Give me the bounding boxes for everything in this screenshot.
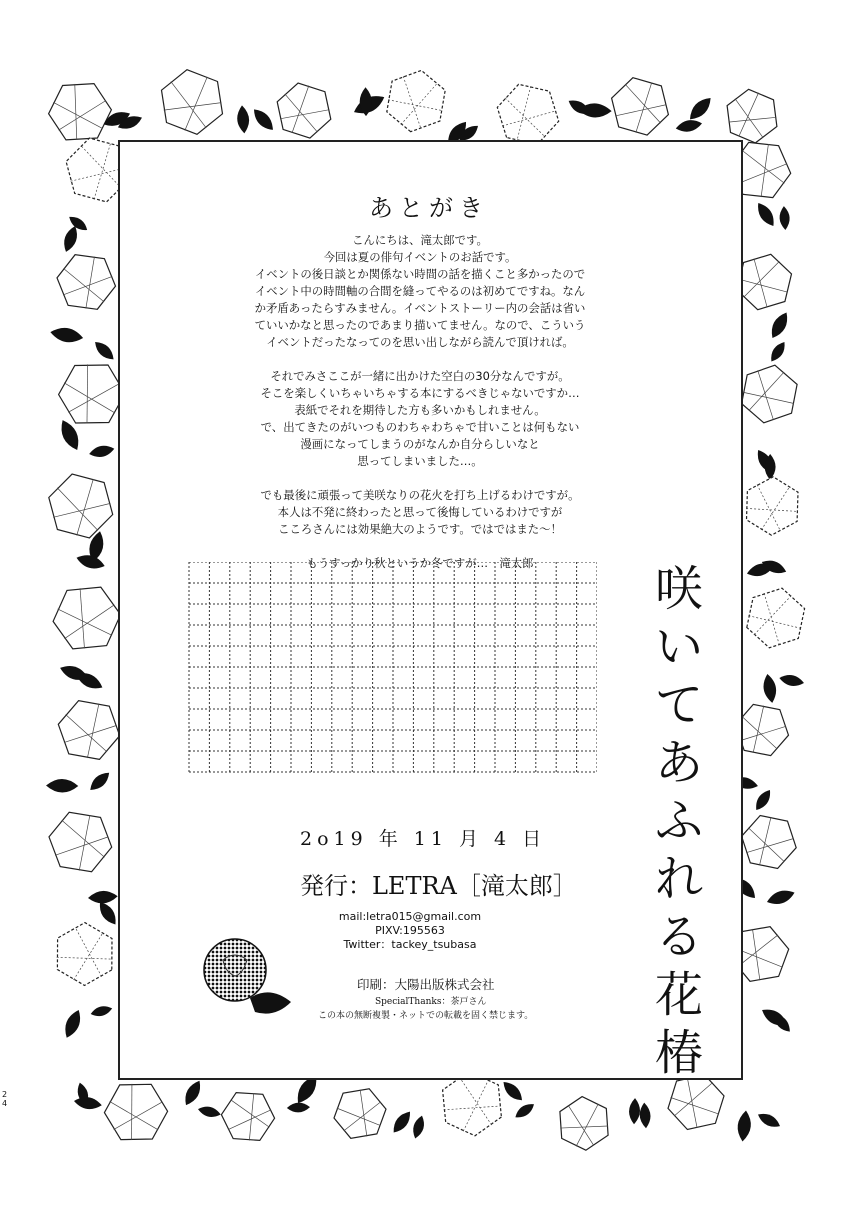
afterword-paragraph-2	[180, 368, 660, 470]
leaf-shape	[237, 105, 249, 133]
leaf-shape	[185, 1081, 200, 1105]
crystal-shape	[49, 84, 112, 140]
crystal-shape	[727, 89, 777, 143]
email-text: mail:letra015@gmail.com	[338, 910, 482, 923]
text-line: そこを楽しくいちゃいちゃする本にするべきじゃないですか…	[260, 386, 580, 400]
title-char: 椿	[654, 1025, 703, 1081]
crystal-shape	[387, 70, 445, 131]
title-char: あ	[654, 735, 703, 791]
crystal-shape	[443, 1071, 502, 1135]
leaf-shape	[772, 312, 787, 338]
twitter-text: Twitter：tackey_tsubasa	[343, 938, 477, 951]
crystal-shape	[104, 1084, 167, 1139]
leaf-shape	[774, 1014, 790, 1032]
pixiv-text: PIXV:195563	[375, 924, 445, 937]
leaf-shape	[100, 902, 116, 924]
title-char: る	[654, 909, 703, 965]
text-line: 今回は夏の俳句イベントのお話です。	[323, 250, 517, 264]
leaf-shape	[413, 1116, 424, 1139]
crystal-shape	[49, 812, 112, 871]
publication-date: 2o19 年 11 月 4 日	[300, 828, 547, 850]
crystal-shape	[57, 255, 116, 310]
text-line: ていいかなと思ったのであまり描いてません。なので、こういう	[254, 318, 586, 332]
leaf-shape	[65, 1010, 80, 1038]
crystal-shape	[59, 365, 125, 423]
leaf-shape	[46, 779, 78, 793]
copyright-notice: この本の無断複製・ネットでの転載を固く禁じます。	[318, 1011, 534, 1021]
leaf-shape	[90, 773, 109, 790]
camellia-icon	[195, 930, 295, 1020]
leaf-shape	[64, 226, 77, 252]
text-line: こんにちは、滝太郎です。	[352, 233, 488, 247]
leaf-shape	[95, 342, 113, 359]
leaf-shape	[690, 98, 711, 119]
leaf-shape	[747, 564, 774, 577]
crystal-shape	[49, 474, 113, 538]
crystal-shape	[560, 1097, 608, 1151]
text-line: イベントの後日談とか関係ない時間の話を描くこと多かったので	[254, 267, 586, 281]
crystal-shape	[742, 816, 797, 869]
text-line: 漫画になってしまうのがなんか自分らしいなと	[300, 437, 540, 451]
leaf-shape	[89, 446, 114, 457]
special-thanks: SpecialThanks：茶戸さん	[375, 997, 487, 1007]
afterword-heading: あとがき	[369, 194, 489, 222]
leaf-shape	[254, 109, 273, 130]
leaf-shape	[756, 790, 770, 810]
page-digit: 2	[2, 1090, 8, 1099]
crystal-shape	[497, 84, 558, 144]
crystal-shape	[53, 587, 121, 649]
crystal-shape	[162, 70, 223, 135]
leaf-shape	[287, 1103, 310, 1113]
title-char: て	[654, 677, 703, 733]
leaf-shape	[764, 674, 777, 703]
title-char: ふ	[654, 793, 703, 849]
text-line: イベント中の時間軸の合間を縫ってやるのは初めてですね。なん	[254, 284, 586, 298]
leaf-shape	[640, 1103, 651, 1129]
title-char: 咲	[654, 561, 703, 617]
leaf-shape	[503, 1082, 522, 1100]
crystal-shape	[334, 1089, 386, 1139]
leaf-shape	[394, 1112, 410, 1133]
crystal-shape	[57, 923, 112, 986]
crystal-shape	[737, 254, 792, 309]
title-char: 花	[654, 967, 703, 1023]
contact-info	[330, 910, 490, 952]
leaf-shape	[758, 1114, 780, 1127]
afterword-body	[180, 232, 660, 589]
publisher-line: 発行：LETRA［滝太郎］	[300, 872, 577, 900]
text-line: こころさんには効果絶大のようです。ではではまた～！	[278, 522, 562, 536]
manuscript-grid	[187, 562, 597, 774]
text-line: 表紙でそれを期待した方も多いかもしれません。	[294, 403, 546, 417]
leaf-shape	[50, 328, 83, 342]
leaf-shape	[629, 1098, 640, 1124]
text-line: でも最後に頑張って美咲なりの花火を打ち上げるわけですが。	[260, 488, 580, 502]
text-line: か矛盾あったらすみません。イベントストーリー内の会話は省い	[254, 301, 586, 315]
text-line: で、出てきたのがいつものわちゃわちゃで甘いことは何もない	[260, 420, 580, 434]
leaf-shape	[62, 420, 79, 450]
crystal-shape	[221, 1093, 274, 1141]
leaf-shape	[515, 1104, 534, 1117]
text-line: 思ってしまいました…。	[357, 454, 483, 468]
crystal-shape	[747, 477, 799, 535]
page-number	[2, 1090, 10, 1108]
leaf-shape	[771, 342, 784, 361]
text-line: それでみさここが一緒に出かけた空白の30分なんですが。	[270, 369, 570, 383]
leaf-shape	[60, 666, 88, 680]
leaf-shape	[569, 101, 590, 115]
leaf-shape	[738, 1111, 751, 1142]
leaf-shape	[676, 120, 702, 132]
title-char: い	[654, 619, 703, 675]
page-digit: 4	[2, 1099, 8, 1108]
text-line: 本人は不発に終わったと思って後悔しているわけですが	[277, 505, 563, 519]
afterword-paragraph-1	[180, 232, 660, 351]
crystal-shape	[747, 588, 805, 648]
leaf-shape	[767, 891, 795, 904]
leaf-shape	[91, 1006, 112, 1016]
leaf-shape	[88, 891, 118, 904]
printer-line: 印刷：大陽出版株式会社	[357, 977, 495, 992]
vertical-title	[644, 560, 714, 1082]
title-char: れ	[654, 851, 703, 907]
leaf-shape	[779, 675, 804, 686]
text-line: イベントだったなってのを思い出しながら読んで頂ければ。	[266, 335, 574, 349]
signoff-line: もうすっかり秋というか冬ですが… 滝太郎	[306, 556, 534, 570]
leaf-shape	[77, 555, 105, 568]
leaf-shape	[198, 1107, 221, 1117]
afterword-paragraph-3	[180, 487, 660, 538]
